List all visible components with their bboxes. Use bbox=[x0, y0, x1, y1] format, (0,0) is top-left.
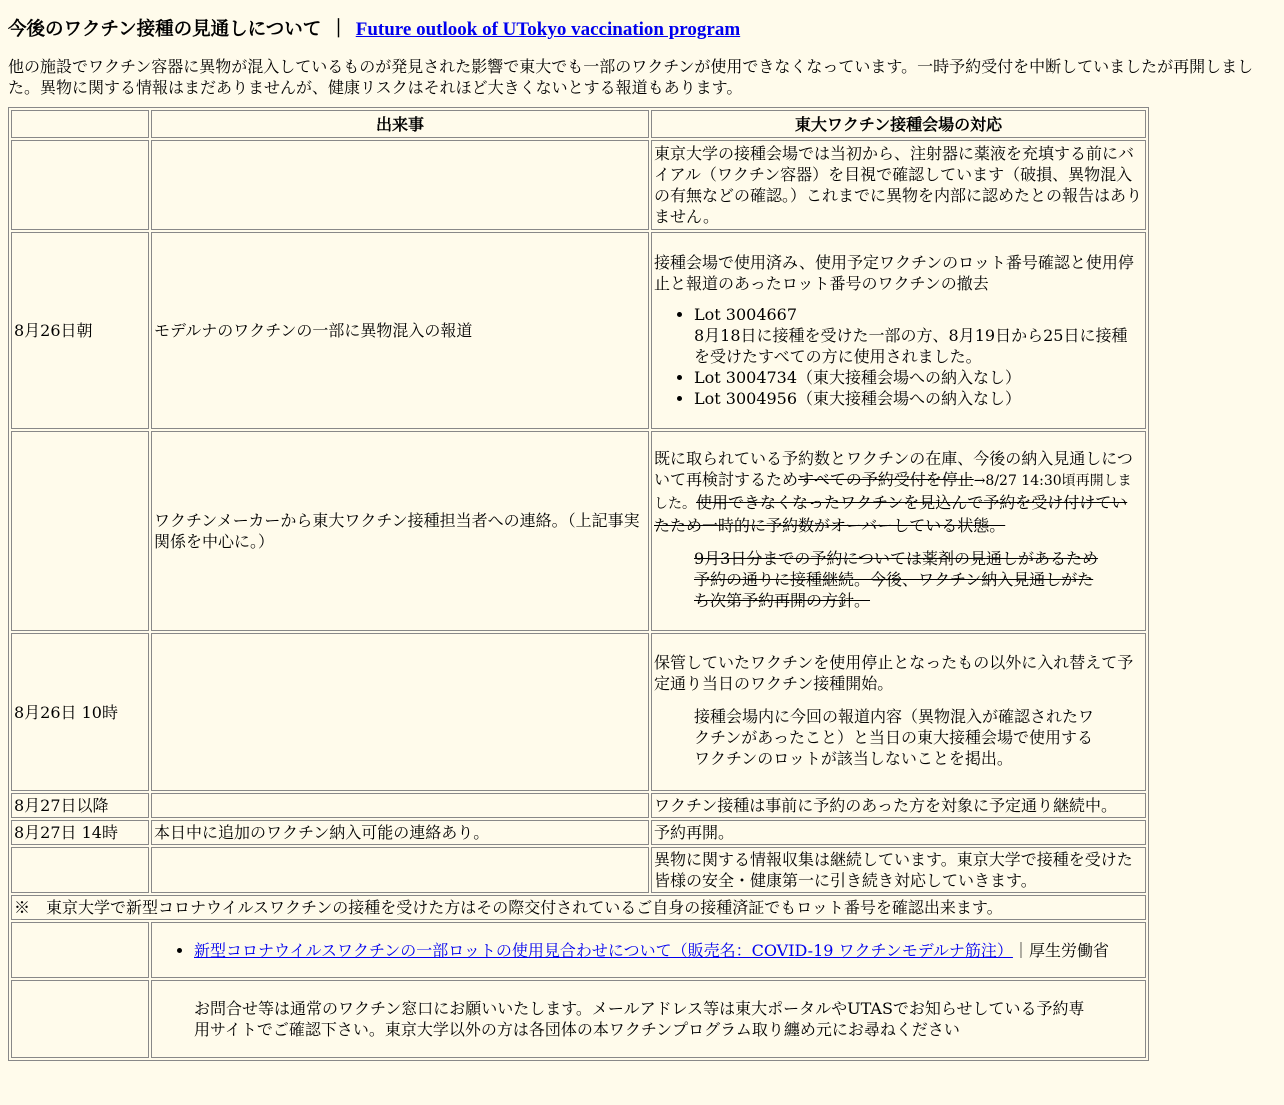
link-list bbox=[154, 940, 1143, 961]
struck-quote: 9月3日分までの予約については薬剤の見通しがあるため予約の通りに接種継続。今後、ワクチン納入見通しがたち次第予約再開の方針。 bbox=[694, 548, 1099, 610]
response-part: 既に取られている予約数とワクチンの在庫、今後の納入見通しについて再検討するため bbox=[654, 448, 1133, 489]
list-item: • Lot 3004734（東大接種会場への納入なし） bbox=[694, 367, 1143, 388]
english-version-link[interactable]: Future outlook of UTokyo vaccination program bbox=[355, 19, 741, 40]
list-item bbox=[194, 940, 1143, 961]
table-row bbox=[11, 820, 1146, 845]
response-text: 保管していたワクチンを使用停止となったもの以外に入れ替えて予定通り当日のワクチン接種開始。 bbox=[654, 652, 1134, 693]
mhlw-notice-link[interactable]: 新型コロナウイルスワクチンの一部ロットの使用見合わせについて（販売名：COVID-19 ワクチンモデルナ筋注） bbox=[194, 940, 1013, 960]
list-item: • Lot 3004956（東大接種会場への納入なし） bbox=[694, 388, 1143, 409]
response-cell bbox=[651, 431, 1146, 631]
date-cell: 8月27日 14時 bbox=[11, 820, 149, 845]
contact-text: お問合せ等は通常のワクチン窓口にお願いいたします。メールアドレス等は東大ポータルやUTASでお知らせしている予約専用サイトでご確認下さい。東京大学以外の方は各団体の本ワクチンプログラム取り纏め元にお尋ねください bbox=[194, 999, 1085, 1039]
empty-cell bbox=[11, 980, 149, 1058]
event-cell bbox=[151, 847, 649, 893]
link-cell bbox=[151, 922, 1146, 978]
update-note: →8/27 14:30頃再開しました。 bbox=[654, 472, 1132, 512]
struck-text: すべての予約受付を停止 bbox=[798, 469, 974, 489]
notice-quote: 接種会場内に今回の報道内容（異物混入が確認されたワクチンがあったこと）と当日の東大接種会場で使用するワクチンのロットが該当しないことを掲出。 bbox=[694, 706, 1095, 768]
date-cell bbox=[11, 431, 149, 631]
lot-list bbox=[654, 304, 1143, 409]
header-event: 出来事 bbox=[151, 110, 649, 138]
lot-check-note: ※ 東京大学で新型コロナウイルスワクチンの接種を受けた方はその際交付されているご自身の接種済証でもロット番号を確認出来ます。 bbox=[11, 895, 1146, 920]
header-response: 東大ワクチン接種会場の対応 bbox=[651, 110, 1146, 138]
link-source: ｜厚生労働省 bbox=[1012, 940, 1109, 960]
response-cell: ワクチン接種は事前に予約のあった方を対象に予定通り継続中。 bbox=[651, 793, 1146, 818]
lot-detail: 8月18日に接種を受けた一部の方、8月19日から25日に接種を受けたすべての方に使用されました。 bbox=[694, 326, 1128, 366]
event-cell bbox=[151, 633, 649, 791]
response-text: 接種会場で使用済み、使用予定ワクチンのロット番号確認と使用停止と報道のあったロット番号のワクチンの撤去 bbox=[654, 253, 1134, 293]
empty-cell bbox=[11, 922, 149, 978]
response-cell: 予約再開。 bbox=[651, 820, 1146, 845]
response-cell bbox=[651, 633, 1146, 791]
event-cell bbox=[151, 140, 649, 230]
page-heading bbox=[8, 18, 1276, 42]
intro-text: 他の施設でワクチン容器に異物が混入しているものが発見された影響で東大でも一部のワクチンが使用できなくなっています。一時予約受付を中断していましたが再開しました。異物に関する情報はまだありませんが、健康リスクはそれほど大きくないとする報道もあります。 bbox=[8, 57, 1254, 97]
title-separator: ｜ bbox=[329, 19, 348, 40]
table-row bbox=[11, 847, 1146, 893]
lot-label: Lot 3004667 bbox=[694, 305, 798, 324]
table-header-row bbox=[11, 110, 1146, 138]
table-row bbox=[11, 140, 1146, 230]
table-row bbox=[11, 793, 1146, 818]
header-date bbox=[11, 110, 149, 138]
table-row bbox=[11, 633, 1146, 791]
contact-cell bbox=[151, 980, 1146, 1058]
list-item bbox=[694, 304, 1143, 367]
event-cell bbox=[151, 793, 649, 818]
timeline-table bbox=[8, 107, 1149, 1061]
date-cell bbox=[11, 140, 149, 230]
date-cell: 8月26日 10時 bbox=[11, 633, 149, 791]
response-cell bbox=[651, 232, 1146, 429]
struck-text: 使用できなくなったワクチンを見込んで予約を受け付けていたため一時的に予約数がオーバーしている状態。 bbox=[654, 492, 1128, 535]
response-text bbox=[654, 448, 1143, 536]
response-cell: 異物に関する情報収集は継続しています。東京大学で接種を受けた皆様の安全・健康第一に引き続き対応していきます。 bbox=[651, 847, 1146, 893]
date-cell bbox=[11, 847, 149, 893]
event-cell: 本日中に追加のワクチン納入可能の連絡あり。 bbox=[151, 820, 649, 845]
table-row bbox=[11, 895, 1146, 920]
table-row bbox=[11, 431, 1146, 631]
table-row bbox=[11, 922, 1146, 978]
table-row bbox=[11, 980, 1146, 1058]
event-cell: ワクチンメーカーから東大ワクチン接種担当者への連絡。（上記事実関係を中心に。） bbox=[151, 431, 649, 631]
date-cell: 8月27日以降 bbox=[11, 793, 149, 818]
table-row bbox=[11, 232, 1146, 429]
date-cell: 8月26日朝 bbox=[11, 232, 149, 429]
page-title: 今後のワクチン接種の見通しについて bbox=[8, 19, 322, 40]
event-cell: モデルナのワクチンの一部に異物混入の報道 bbox=[151, 232, 649, 429]
response-cell: 東京大学の接種会場では当初から、注射器に薬液を充填する前にバイアル（ワクチン容器）を目視で確認しています（破損、異物混入の有無などの確認。）これまでに異物を内部に認めたとの報告はありません。 bbox=[651, 140, 1146, 230]
